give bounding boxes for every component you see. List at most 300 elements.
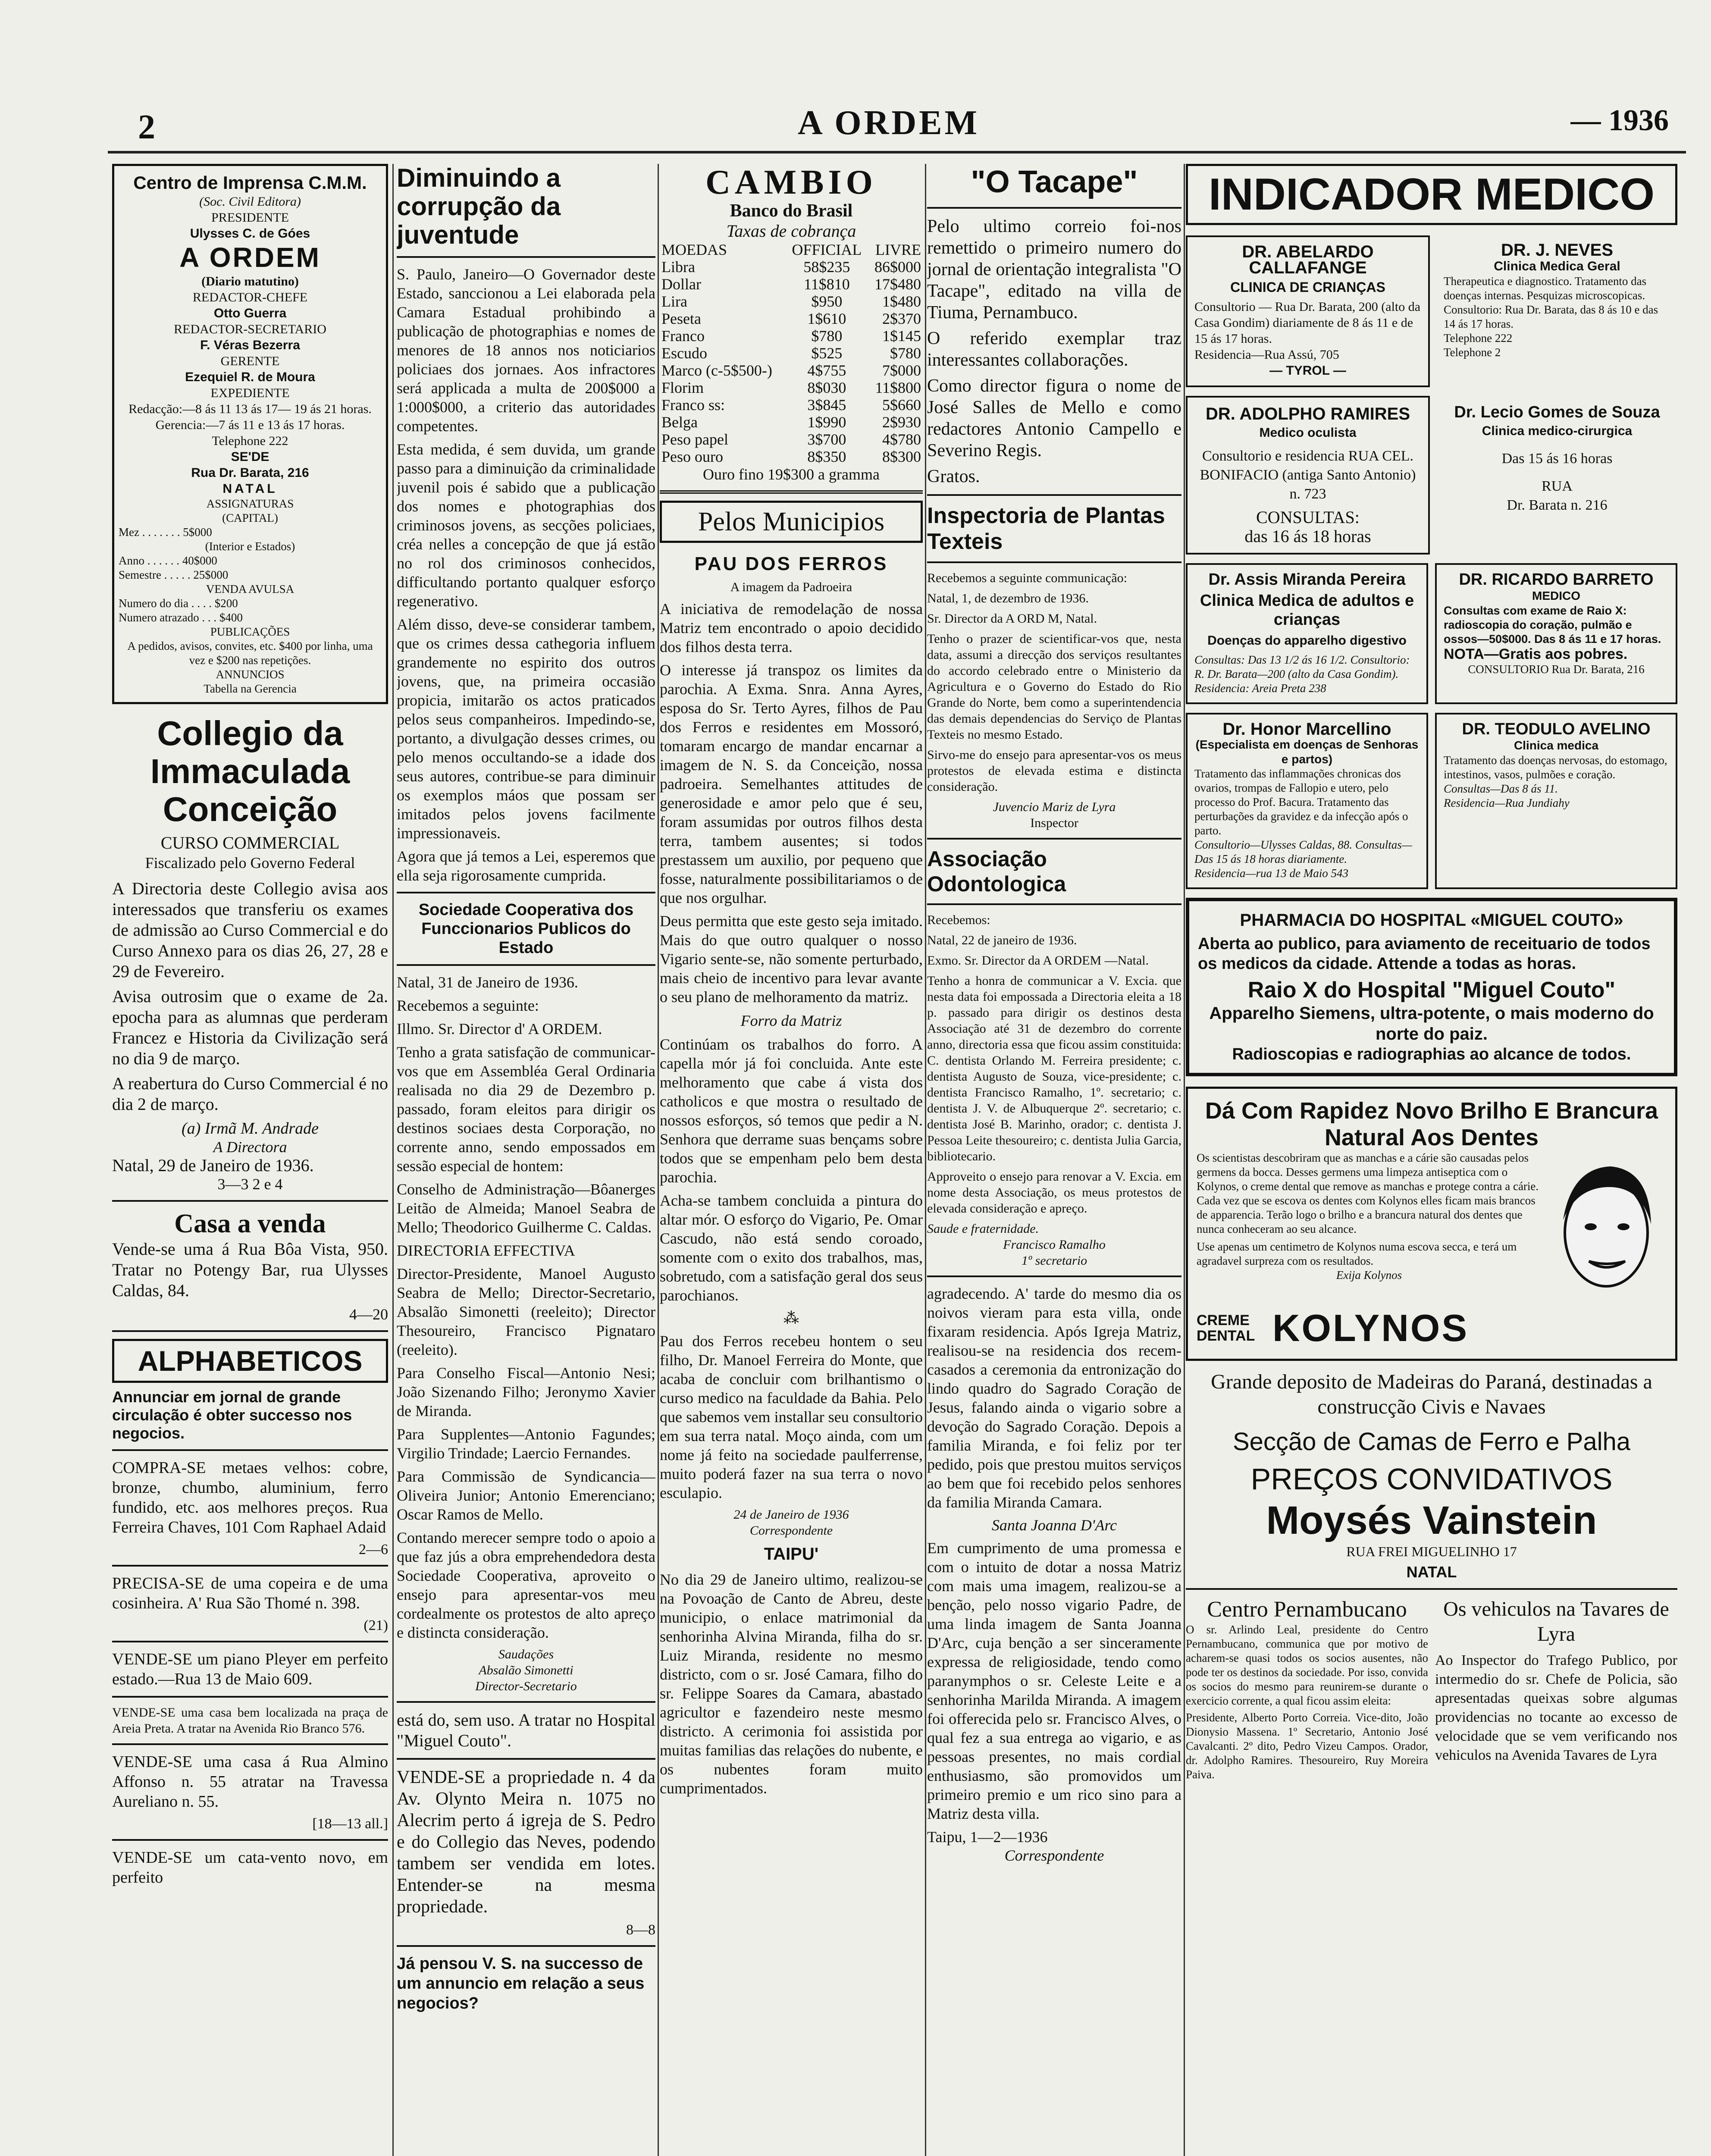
- rule: [927, 903, 1181, 905]
- masthead-gerente: Ezequiel R. de Moura: [185, 370, 315, 384]
- doctor-row: [1186, 563, 1677, 713]
- coop-dir: Director-Presidente, Manoel Augusto Seabra de Mello; Director-Secretario, Absalão Simonetti (reeleito); Director Thesoureiro, Francisco Pignataro (reeleito).: [397, 1265, 655, 1358]
- collegio-article: [112, 714, 388, 1193]
- doctor-name: Dr. Honor Marcellino: [1222, 720, 1391, 739]
- continued-text: está do, sem uso. A tratar no Hospital "Miguel Couto".: [397, 1710, 655, 1750]
- doctor-name: DR. ABELARDO CALLAFANGE: [1242, 242, 1374, 277]
- doctor-name: DR. ADOLPHO RAMIRES: [1205, 404, 1410, 423]
- casa-text: Vende-se uma á Rua Bôa Vista, 950. Tratar no Potengy Bar, rua Ulysses Caldas, 84.: [112, 1239, 388, 1300]
- kolynos-exija: Exija Kolynos: [1336, 1269, 1402, 1282]
- head-official: OFFICIAL: [792, 241, 862, 258]
- doctor-footer: das 16 ás 18 horas: [1244, 526, 1371, 546]
- masthead-publicacoes: A pedidos, avisos, convites, etc. $400 por linha, uma vez e $200 nas repetições.: [127, 639, 373, 667]
- tacape-article: [927, 164, 1181, 487]
- municipios-p3: Deus permitta que este gesto seja imitado. Mais do que outro qualquer o nosso Vigario sente-se, não somente perturbado, mais cheio de incentivo para levar avante o seu plano de melhoramento da matriz.: [660, 912, 923, 1006]
- doctor-text: Consultorio e residencia RUA CEL. BONIFACIO (antiga Santo Antonio) n. 723: [1200, 448, 1416, 502]
- coop-dir-label: DIRECTORIA EFFECTIVA: [397, 1242, 575, 1259]
- cell: Libra: [661, 258, 695, 276]
- cell: 8$300: [882, 448, 921, 465]
- coop-ilmo: Illmo. Sr. Director d' A ORDEM.: [397, 1020, 602, 1037]
- juventude-p3: Além disso, deve-se considerar tambem, que os crimes dessa cathegoria influem grandemente no espirito dos outros jovens, que, na primeira occasião propicia, imitarão os actos praticados pelos seus companheiros. Impedindo-se, portanto, a divulgação desses crimes, ou pelo menos occultando-se a idade dos seus autores, contribue-se para diminuir os exemplos máos que possam ser imitados pelos jovens facilmente impressionaveis.: [397, 616, 655, 842]
- municipios-sub: PAU DOS FERROS: [694, 553, 888, 574]
- tacape-p2: O referido exemplar traz interessantes collaborações.: [927, 329, 1181, 370]
- page-header: [26, 17, 1686, 147]
- odonto-p2: Approveito o ensejo para renovar a V. Excia. em nome desta Associação, os meus protestos de elevada consideração e apreço.: [927, 1169, 1181, 1216]
- kolynos-ad: [1186, 1087, 1677, 1361]
- coop-p1: Tenho a grata satisfação de communicar-vos que em Assembléa Geral Ordinaria realisada no dia 29 de Dezembro p. passado, foram eleitos para dirigir os destinos sociaes desta Corporação, no corrente anno, sendo empossados em sessão especial de hontem:: [397, 1044, 655, 1175]
- masthead-telephone: Telephone 222: [212, 434, 288, 448]
- collegio-sub1: CURSO COMMERCIAL: [160, 833, 340, 852]
- masthead-gerente-label: GERENTE: [220, 354, 280, 368]
- cambio-subtitle: Banco do Brasil: [730, 201, 853, 221]
- municipios-taipu: TAIPU': [764, 1545, 819, 1564]
- masthead-numero-dia: Numero do dia . . . . $200: [119, 597, 238, 610]
- cell: 11$800: [875, 379, 921, 396]
- doctor-text: Das 15 ás 16 horas: [1501, 451, 1613, 467]
- table-row: [660, 379, 923, 396]
- bottom-row: [1186, 1597, 1677, 1782]
- doctor-spec: Medico oculista: [1259, 426, 1357, 440]
- masthead-expediente-label: EXPEDIENTE: [210, 386, 290, 400]
- vehiculos-article: [1435, 1597, 1677, 1782]
- coop-fiscal: Para Conselho Fiscal—Antonio Nesi; João Sizenando Filho; Jeronymo Xavier de Miranda.: [397, 1364, 655, 1420]
- doctor-extra: CONSULTAS:: [1256, 508, 1360, 527]
- collegio-p2: Avisa outrosim que o exame de 2a. epocha para as alumnas que perderam Francez e Historia da Civilização será no dia 9 de março.: [112, 987, 388, 1068]
- inspectoria-ilmo: Sr. Director da A ORD M, Natal.: [927, 611, 1097, 626]
- masthead-mez: Mez . . . . . . . 5$000: [119, 526, 212, 539]
- inspectoria-date: Natal, 1, de dezembro de 1936.: [927, 591, 1089, 605]
- cell: $780: [811, 327, 843, 345]
- cell: 2$930: [882, 414, 921, 431]
- class-item: VENDE-SE uma casa á Rua Almino Affonso n. 55 atratar na Travessa Aureliano n. 55.: [112, 1753, 388, 1811]
- rule: [397, 964, 655, 966]
- column-3: [660, 164, 923, 1802]
- moyses-l2: Secção de Camas de Ferro e Palha: [1232, 1428, 1631, 1456]
- doctor-name: DR. TEODULO AVELINO: [1462, 720, 1651, 738]
- doctor-name: Dr. Lecio Gomes de Souza: [1454, 403, 1660, 421]
- masthead-cidade: NATAL: [222, 482, 278, 496]
- newspaper-header-title: A ORDEM: [798, 104, 980, 142]
- header-rule: [108, 151, 1686, 154]
- masthead-redaccao: Redacção:—8 ás 11 13 ás 17— 19 ás 21 horas.: [128, 402, 372, 416]
- moyses-addr: RUA FREI MIGUELINHO 17: [1346, 1544, 1517, 1559]
- municipios-correspondente: Correspondente: [749, 1523, 833, 1538]
- indicador-medico-title: INDICADOR MEDICO: [1186, 164, 1677, 225]
- masthead-sede: Rua Dr. Barata, 216: [191, 466, 309, 480]
- municipios-p4: Continúam os trabalhos do forro. A capella mór já foi concluida. Ante este melhoramento que cabe á vista dos catholicos e que mostra o resultado de nossos esforços, só temos que pedir a N. Senhora que derrame suas bençams sobre todos que se empenham pelo bem desta parochia.: [660, 1036, 923, 1186]
- coop-date: Natal, 31 de Janeiro de 1936.: [397, 974, 578, 991]
- doctor-spec: Clinica medica: [1514, 739, 1599, 752]
- tacape-title: "O Tacape": [971, 165, 1138, 199]
- cambio-rates-table: [660, 241, 923, 465]
- column-5: [1186, 164, 1677, 1782]
- cell: Peso ouro: [661, 448, 723, 465]
- doctor-text: Tratamento das doenças nervosas, do estomago, intestinos, vasos, pulmões e coração.: [1444, 754, 1667, 781]
- municipios-forro: Forro da Matriz: [740, 1012, 842, 1029]
- cell: 11$810: [804, 276, 850, 293]
- odonto-p1: Tenho a honra de communicar a V. Excia. que nesta data foi empossada a Directoria eleita a 18 p. passado para dirigir os destinos desta Associação até 31 de dezembro do corrente anno, directoria essa que ficou assim constituida: C. dentista Orlando M. Ferreira presidente; c. dentista Augusto de Souza, vice-presidente; c. dentista Francisco Ramalho, 1º. secretario; c. dentista J. V. de Albuquerque 2º. secretario; c. dentista José B. Marinho, orador; c. dentista J. Pessoa Leite thesoureiro; c. dentista Julia Garcia, bibliotecario.: [927, 974, 1181, 1163]
- alphabeticos-ad: [112, 1339, 388, 1442]
- inspectoria-sign: Juvencio Mariz de Lyra: [993, 800, 1116, 814]
- class-item: VENDE-SE um piano Pleyer em perfeito estado.—Rua 13 de Maio 609.: [112, 1650, 388, 1688]
- vehiculos-text: Ao Inspector do Trafego Publico, por intermedio do sr. Chefe de Policia, são apresentadas queixas sobre algumas providencias no tocante ao excesso de velocidade que se vem verificando nos vehiculos na Avenida Tavares de Lyra: [1435, 1652, 1677, 1763]
- table-row: [660, 258, 923, 276]
- coop-recebemos: Recebemos a seguinte:: [397, 997, 539, 1014]
- cell: $780: [890, 345, 921, 362]
- masthead-gerencia: Gerencia:—7 ás 11 e 13 ás 17 horas.: [155, 418, 345, 432]
- cell: 4$755: [807, 362, 846, 379]
- kolynos-brand: KOLYNOS: [1272, 1307, 1469, 1349]
- doctor-card: [1435, 563, 1677, 704]
- doctor-footer: Residencia—rua 13 de Maio 543: [1194, 867, 1348, 880]
- cell: 17$480: [874, 276, 921, 293]
- table-row: [660, 241, 923, 258]
- centro-article: [1186, 1597, 1428, 1782]
- doctor-text: Consultorio — Rua Dr. Barata, 200 (alto da Casa Gondim) diariamente de 8 ás 11 e de 15 ás 17 horas.: [1194, 300, 1421, 346]
- header-date: — 1936: [1570, 104, 1669, 137]
- collegio-ref: 3—3 2 e 4: [217, 1175, 283, 1193]
- collegio-sign-role: A Directora: [213, 1138, 287, 1156]
- table-row: [660, 362, 923, 379]
- juventude-p4: Agora que já temos a Lei, esperemos que ella seja rigorosamente cumprida.: [397, 848, 655, 884]
- doctor-extra: Residencia—Rua Assú, 705: [1194, 348, 1339, 362]
- doctor-footer: Dr. Barata n. 216: [1507, 497, 1608, 513]
- casa-ref: 4—20: [349, 1306, 388, 1323]
- rule: [397, 1758, 655, 1760]
- doctor-spec: MEDICO: [1532, 589, 1580, 602]
- doctor-name: Dr. Assis Miranda Pereira: [1208, 570, 1406, 589]
- municipios-title: Pelos Municipios: [660, 501, 923, 543]
- inspectoria-p1: Tenho o prazer de scientificar-vos que, nesta data, assumi a direcção dos serviços resultantes do accordo celebrado entre o Ministerio da Agricultura e o Governo do Estado do Rio Grande do Norte, bem como a superintendencia das demais dependencias do Serviço de Plantas Texteis no mesmo Estado.: [927, 632, 1181, 742]
- masthead-presidente: Ulysses C. de Góes: [190, 226, 310, 241]
- masthead-assin-label: ASSIGNATURAS: [206, 497, 294, 510]
- doctor-name: DR. J. NEVES: [1501, 241, 1614, 260]
- collegio-date: Natal, 29 de Janeiro de 1936.: [112, 1156, 314, 1175]
- odonto-correspondente: Correspondente: [1004, 1847, 1104, 1864]
- rule: [112, 1839, 388, 1841]
- municipios-article: [660, 501, 923, 1798]
- rule: [112, 1641, 388, 1642]
- centro-text2: Presidente, Alberto Porto Correia. Vice-dito, João Dionysio Massena. 1º Secretario, Antonio José Cavalcanti. 2º dito, Pedro Vizeu Campos. Orador, dr. Adolpho Ramires. Thesoureiro, Ruy Moreira Paiva.: [1186, 1711, 1428, 1781]
- table-row: [660, 448, 923, 465]
- column-divider: [658, 164, 659, 2156]
- rule: [397, 1945, 655, 1947]
- doctor-text: Consultas com exame de Raio X: radioscopia do coração, pulmão e ossos—50$000. Das 8 ás 11 e 17 horas.: [1444, 604, 1661, 646]
- cell: 3$700: [807, 431, 846, 448]
- kolynos-title: Dá Com Rapidez Novo Brilho E Brancura Natural Aos Dentes: [1205, 1098, 1658, 1150]
- casa-title: Casa a venda: [174, 1209, 326, 1238]
- doctor-row: [1186, 396, 1677, 563]
- rule: [397, 1701, 655, 1703]
- doctor-extra: Consultas—Das 8 ás 11.: [1444, 782, 1558, 795]
- column-divider: [392, 164, 394, 2156]
- class-item: COMPRA-SE metaes velhos: cobre, bronze, chumbo, aluminium, ferro fundido, etc. aos melhores preços. Rua Ferreira Chaves, 101 Com Raphael Adaid: [112, 1459, 388, 1536]
- odonto-p3: agradecendo. A' tarde do mesmo dia os noivos vieram para esta villa, onde fixaram residencia. Após Igreja Matriz, realisou-se na residencia dos recem-casados a ceremonia da entronização do lindo quadro do Sagrado Coração de Jesus, falando ainda o vigario sobre a devoção do Sagrado Coração. Depois a familia Miranda, e foi feliz por ter pedido, pois que prestou muitos serviços ao bem que foi recebido pelos senhores da familia Miranda Camara.: [927, 1285, 1181, 1511]
- cell: 4$780: [882, 431, 921, 448]
- cell: Lira: [661, 293, 687, 310]
- municipios-p1: A iniciativa de remodelação de nossa Matriz tem encontrado o apoio decidido dos filhos desta terra.: [660, 600, 923, 655]
- masthead-annuncios: Tabella na Gerencia: [204, 682, 297, 695]
- doctor-row: [1186, 713, 1677, 898]
- rule: [112, 1449, 388, 1451]
- cell: 1$480: [882, 293, 921, 310]
- pharmacia-ad: [1186, 898, 1677, 1076]
- class-item: PRECISA-SE de uma copeira e de uma cosinheira. A' Rua São Thomé n. 398.: [112, 1574, 388, 1612]
- tacape-gratos: Gratos.: [927, 467, 980, 486]
- doctor-footer: — TYROL —: [1269, 364, 1346, 378]
- collegio-title: Collegio da Immaculada Conceição: [150, 714, 350, 828]
- doctor-card: [1435, 713, 1677, 889]
- municipios-p6-date: 24 de Janeiro de 1936: [733, 1507, 849, 1522]
- doctor-extra: Consultas: Das 13 1/2 ás 16 1/2. Consultorio: R. Dr. Barata—200 (alto da Casa Gondim).: [1194, 653, 1410, 680]
- tacape-p1: Pelo ultimo correio foi-nos remettido o primeiro numero do jornal de orientação integralista "O Tacape", editado na villa de Tiuma, Pernambuco.: [927, 216, 1181, 323]
- cambio-title: CAMBIO: [705, 164, 877, 201]
- odonto-saude: Saude e fraternidade.: [927, 1222, 1039, 1236]
- masthead-sede-label: SE'DE: [231, 450, 269, 464]
- coop-supplentes: Para Supplentes—Antonio Fagundes; Virgilio Trindade; Laercio Fernandes.: [397, 1426, 655, 1462]
- column-4: [927, 164, 1181, 1865]
- juventude-p1: S. Paulo, Janeiro—O Governador deste Estado, sanccionou a Lei elaborada pela Camara Estadual prohibindo a publicação de photographias e nomes de menores de 18 annos nos noticiarios policiaes dos jornaes. Aos infractores será applicada a multa de 200$000 a 1:000$000, a criterio das autoridades competentes.: [397, 266, 655, 435]
- pharmacia-l2: Raio X do Hospital "Miguel Couto": [1247, 978, 1616, 1003]
- rule: [660, 490, 923, 494]
- masthead-anno: Anno . . . . . . 40$000: [119, 554, 217, 567]
- inspectoria-article: [927, 503, 1181, 831]
- masthead-capital: (CAPITAL): [222, 511, 278, 524]
- municipios-sub2: A imagem da Padroeira: [730, 580, 852, 594]
- pharmacia-l1: Aberta ao publico, para aviamento de receituario de todos os medicos da cidade. Attende a todas as horas.: [1198, 935, 1651, 973]
- inspectoria-recebemos: Recebemos a seguinte communicação:: [927, 571, 1127, 585]
- cell: 3$845: [807, 396, 846, 414]
- cell: $525: [811, 345, 843, 362]
- cell: Peso papel: [661, 431, 728, 448]
- table-row: [660, 396, 923, 414]
- rule: [397, 892, 655, 893]
- column-2: [397, 164, 655, 2013]
- masthead-secretario-label: REDACTOR-SECRETARIO: [174, 322, 326, 336]
- masthead-box: [112, 164, 388, 704]
- coop-conselho: Conselho de Administração—Bôanerges Leitão de Almeida; Manoel Seabra de Mello; Theodorico Guilherme C. Caldas.: [397, 1181, 655, 1236]
- table-row: [660, 414, 923, 431]
- doctor-card: [1186, 563, 1428, 704]
- cell: Belga: [661, 414, 698, 431]
- moyses-l3: PREÇOS CONVIDATIVOS: [1250, 1462, 1613, 1496]
- kolynos-text: Os scientistas descobriram que as manchas e a cárie são causadas pelos germens da bocca. Desses germens uma limpeza antiseptica com o Kolynos, o creme dental que remove as manchas e protege contra a cárie. Cada vez que se escova os dentes com Kolynos elles ficam mais brancos de apparencia. Terão logo o brilho e a brancura natural dos dentes que nunca conheceram ao seu alcance.: [1197, 1151, 1539, 1235]
- cell: Peseta: [661, 310, 701, 327]
- rule: [927, 1275, 1181, 1277]
- ornament: ⁂: [783, 1310, 799, 1327]
- inspectoria-sign-role: Inspector: [1030, 816, 1078, 830]
- masthead-redator-label: REDACTOR-CHEFE: [192, 290, 308, 304]
- rule: [1186, 1588, 1677, 1590]
- doctor-spec: (Especialista em doenças de Senhoras e partos): [1195, 738, 1419, 766]
- rule: [927, 207, 1181, 209]
- cell: 1$145: [882, 327, 921, 345]
- centro-title: Centro Pernambucano: [1207, 1597, 1407, 1622]
- masthead-presidente-label: PRESIDENTE: [211, 210, 289, 225]
- coop-saudacoes: Saudações: [498, 1647, 554, 1661]
- doctor-row: [1186, 235, 1677, 396]
- masthead-publicacoes-label: PUBLICAÇÕES: [210, 625, 290, 638]
- odonto-sign: Francisco Ramalho: [1003, 1238, 1106, 1252]
- cell: 58$235: [803, 258, 850, 276]
- class-item: VENDE-SE uma casa bem localizada na praça de Areia Preta. A tratar na Avenida Rio Branco 576.: [112, 1705, 388, 1736]
- kolynos-text2: Use apenas um centimetro de Kolynos numa escova secca, e terá um agradavel surpreza com os resultados.: [1197, 1240, 1517, 1267]
- masthead-interior: (Interior e Estados): [205, 540, 295, 553]
- alphabeticos-text: Annunciar em jornal de grande circulação é obter successo nos negocios.: [112, 1388, 352, 1442]
- doctor-extra: NOTA—Gratis aos pobres.: [1444, 646, 1628, 662]
- doctor-extra: RUA: [1542, 478, 1573, 494]
- tacape-p3: Como director figura o nome de José Salles de Mello e como redactores Antonio Campello e Severino Regis.: [927, 376, 1181, 461]
- kolynos-brand-small: CREME DENTAL: [1197, 1312, 1255, 1344]
- odonto-sign-role: 1º secretario: [1021, 1253, 1087, 1268]
- vehiculos-title: Os vehiculos na Tavares de Lyra: [1443, 1598, 1669, 1645]
- doctor-spec: Clinica Medica de adultos e crianças: [1200, 592, 1414, 629]
- rule: [112, 1200, 388, 1202]
- pharmacia-l4: Radioscopias e radiographias ao alcance de todos.: [1232, 1045, 1631, 1063]
- doctor-spec: Clinica Medica Geral: [1494, 259, 1620, 273]
- inspectoria-title: Inspectoria de Plantas Texteis: [927, 503, 1165, 554]
- doctor-text: Tratamento das inflammações chronicas dos ovarios, trompas de Fallopio e utero, pelo processo do Prof. Bacura. Tratamento das perturbações da gravidez e da infecção após o parto.: [1194, 767, 1408, 837]
- doctor-footer: Residencia: Areia Preta 238: [1194, 682, 1326, 695]
- masthead-redator: Otto Guerra: [213, 306, 287, 320]
- table-row: [660, 276, 923, 293]
- coop-title: Sociedade Cooperativa dos Funccionarios Publicos do Estado: [418, 901, 634, 957]
- rule: [112, 1696, 388, 1698]
- coop-sign-role: Director-Secretario: [475, 1679, 577, 1693]
- doctor-card: [1186, 713, 1428, 889]
- class-ref: (21): [364, 1617, 388, 1633]
- doctor-card: [1186, 235, 1430, 387]
- class-ref: 2—6: [359, 1542, 388, 1557]
- table-row: [660, 431, 923, 448]
- masthead-avulsa-label: VENDA AVULSA: [206, 583, 295, 595]
- cell: $950: [811, 293, 843, 310]
- table-row: [660, 293, 923, 310]
- ja-pensou-ad: Já pensou V. S. na successo de um annuncio em relação a seus negocios?: [397, 1955, 645, 2012]
- cell: 1$990: [807, 414, 846, 431]
- odonto-title: Associação Odontologica: [927, 847, 1066, 896]
- odonto-ilmo: Exmo. Sr. Director da A ORDEM —Natal.: [927, 953, 1149, 968]
- rule: [112, 1565, 388, 1567]
- kolynos-brand-row: [1197, 1306, 1667, 1350]
- table-row: [660, 345, 923, 362]
- odonto-santa: Santa Joanna D'Arc: [991, 1517, 1117, 1534]
- cambio-ouro: Ouro fino 19$300 a gramma: [703, 466, 880, 483]
- cell: Escudo: [661, 345, 707, 362]
- odonto-date: Natal, 22 de janeiro de 1936.: [927, 933, 1077, 947]
- rule: [927, 838, 1181, 840]
- doctor-text: Doenças do apparelho digestivo: [1207, 633, 1407, 648]
- collegio-p1: A Directoria deste Collegio avisa aos interessados que transferiu os exames de admissão ao Curso Commercial e do Curso Annexo para os dias 26, 27, 28 e 29 de Fevereiro.: [112, 879, 388, 981]
- odonto-recebemos: Recebemos:: [927, 913, 990, 927]
- headline-juventude: Diminuindo a corrupção da juventude: [397, 164, 561, 249]
- table-row: [660, 327, 923, 345]
- masthead-secretario: F. Véras Bezerra: [200, 338, 300, 352]
- classificados: [112, 1458, 388, 1887]
- collegio-p3: A reabertura do Curso Commercial é no dia 2 de março.: [112, 1074, 388, 1114]
- masthead-semestre: Semestre . . . . . 25$000: [119, 568, 229, 581]
- doctor-footer: CONSULTORIO Rua Dr. Barata, 216: [1468, 663, 1645, 676]
- table-row: [660, 310, 923, 327]
- cell: 86$000: [874, 258, 921, 276]
- doctor-extra: Telephone 222: [1444, 332, 1513, 345]
- moyses-name: Moysés Vainstein: [1266, 1498, 1597, 1542]
- municipios-p7: No dia 29 de Janeiro ultimo, realizou-se na Povoação de Canto de Abreu, deste municipio, o enlace matrimonial da senhorinha Alvina Miranda, filha do sr. Luiz Miranda, residente no mesmo districto, com o sr. José Camara, filho do sr. Felippe Soares da Camara, abastado agricultor e fazendeiro neste mesmo districto. A cerimonia foi assistida por muitas familias das relações do nubente, e os nubentes foram muito cumprimentados.: [660, 1571, 923, 1797]
- juventude-p2: Esta medida, é sem duvida, um grande passo para a diminuição da criminalidade juvenil pois é sabido que a publicação dos nomes e photographias dos criminosos jovens, as secções policiaes, créa nelles a concepção de que já estão no rol dos criminosos conhecidos, difficultando portanto qualquer esforço regenerativo.: [397, 441, 655, 610]
- cell: Marco (c-5$500-): [661, 362, 772, 379]
- masthead-paper-name: A ORDEM: [179, 242, 321, 273]
- column-1: [112, 164, 388, 1892]
- doctor-text: Therapeutica e diagnostico. Tratamento das doenças internas. Pesquizas microscopicas. Consultorio: Rua Dr. Barata, das 8 ás 10 e das 14 ás 17 horas.: [1444, 275, 1658, 330]
- cell: 1$610: [807, 310, 846, 327]
- page-number: 2: [138, 108, 155, 146]
- cell: 5$660: [882, 396, 921, 414]
- moyses-ad: [1186, 1369, 1677, 1581]
- newspaper-page: [26, 17, 1686, 2156]
- municipios-p2: O interesse já transpoz os limites da parochia. A Exma. Snra. Anna Ayres, esposa do Sr. Terto Ayres, filhos de Pau dos Ferros e residentes em Mossoró, tomaram encargo de mandar encarnar a imagem de N. S. da Conceição, nossa padroeira. Semelhantes attitudes de generosidade e amor pelo que é seu, foram assumidas por outros filhos desta terra, tambem ausentes; si todos prestassem um auxilio, por pequeno que fosse, naturalmente possibilitariamos o de que nos orgulhar.: [660, 661, 923, 906]
- vende-propriedade: VENDE-SE a propriedade n. 4 da Av. Olynto Meira n. 1075 no Alecrim perto á igreja de S. Pedro e do Collegio das Neves, podendo tambem ser vendida em lotes. Entender-se na mesma propriedade.: [397, 1767, 655, 1917]
- doctor-card: [1437, 396, 1677, 563]
- cell: 2$370: [882, 310, 921, 327]
- municipios-p6: Pau dos Ferros recebeu hontem o seu filho, Dr. Manoel Ferreira do Monte, que acaba de concluir com brilhantismo o curso medico na faculdade da Bahia. Pelo que sabemos vem installar seu consultorio em sua terra natal. Moço ainda, com um nome já feito na sociedade paulferrense, muito poderá fazer na sua terra o novo esculapio.: [660, 1332, 923, 1501]
- moyses-l1: Grande deposito de Madeiras do Paraná, destinadas a construcção Civis e Navaes: [1211, 1370, 1652, 1418]
- odonto-p4: Em cumprimento de uma promessa e com o intuito de dotar a nossa Matriz com mais uma imagem, realizou-se a benção, pelo nosso vigario Padre, de uma linda imagem de Santa Joanna D'Arc, cuja benção a ser sinceramente expressa de religiosidade, tendo como paranymphos o sr. Celeste Leite e a senhorinha Marilda Miranda. A imagem foi offerecida pelo sr. Francisco Alves, o qual fez a sua entrega ao vigario, e as pessoas presentes, no mais cordial enthusiasmo, são promovidos um primeiro premio e um rico sino para a Matriz desta villa.: [927, 1539, 1181, 1822]
- rule: [927, 561, 1181, 563]
- doctor-footer: Residencia—Rua Jundiahy: [1444, 796, 1570, 809]
- cell: 8$030: [807, 379, 846, 396]
- doctor-name: DR. RICARDO BARRETO: [1459, 570, 1654, 589]
- rule: [397, 256, 655, 258]
- rule: [112, 1743, 388, 1745]
- rule: [927, 494, 1181, 496]
- odonto-date2: Taipu, 1—2—1936: [927, 1828, 1048, 1846]
- cambio-table: [660, 164, 923, 483]
- inspectoria-p2: Sirvo-me do ensejo para apresentar-vos os meus protestos de elevada estima e distincta consideração.: [927, 748, 1181, 794]
- head-moedas: MOEDAS: [661, 241, 727, 258]
- masthead-org: Centro de Imprensa C.M.M.: [133, 172, 367, 193]
- masthead-org-sub: (Soc. Civil Editora): [199, 194, 301, 209]
- coop-syndicancia: Para Commissão de Syndicancia—Oliveira Junior; Antonio Emerenciano; Oscar Ramos de Mello.: [397, 1468, 655, 1523]
- casa-venda-ad: [112, 1209, 388, 1323]
- municipios-p5: Acha-se tambem concluida a pintura do altar mór. O esforço do Vigario, Pe. Omar Cascudo, não está sendo coroado, somente com o exito dos trabalhos, mas, sobretudo, com a satisfação geral dos seus parochianos.: [660, 1192, 923, 1304]
- column-divider: [925, 164, 926, 2156]
- rule: [112, 1330, 388, 1332]
- class-item: VENDE-SE um cata-vento novo, em perfeito: [112, 1849, 388, 1887]
- doctor-spec: Clinica medico-cirurgica: [1482, 424, 1633, 438]
- coop-p2: Contando merecer sempre todo o apoio a que faz jús a obra emprehendedora desta Sociedade Cooperativa, aproveito o ensejo para apresentar-vos meu cordealmente os protestos de alto apreço e distincta consideração.: [397, 1529, 655, 1641]
- coop-sign: Absalão Simonetti: [479, 1663, 573, 1677]
- head-livre: LIVRE: [875, 241, 921, 258]
- cell: Franco ss:: [661, 396, 725, 414]
- masthead-numero-atrasado: Numero atrazado . . . $400: [119, 611, 243, 624]
- moyses-city: NATAL: [1406, 1563, 1457, 1581]
- class-ref: [18—13 all.]: [312, 1816, 388, 1832]
- pharmacia-title: PHARMACIA DO HOSPITAL «MIGUEL COUTO»: [1240, 911, 1623, 930]
- masthead-annuncios-label: ANNUNCIOS: [216, 668, 285, 681]
- doctor-footer: Telephone 2: [1444, 346, 1501, 359]
- pharmacia-l3: Apparelho Siemens, ultra-potente, o mais moderno do norte do paiz.: [1209, 1004, 1654, 1044]
- cell: Florim: [661, 379, 704, 396]
- doctor-card: [1437, 235, 1677, 396]
- vende-ref: 8—8: [626, 1922, 655, 1938]
- odonto-article: [927, 846, 1181, 1865]
- doctor-spec: CLINICA DE CRIANÇAS: [1230, 279, 1385, 295]
- alphabeticos-title: ALPHABETICOS: [112, 1339, 388, 1383]
- cell: 8$350: [807, 448, 846, 465]
- column-divider: [1184, 164, 1185, 2156]
- centro-text: O sr. Arlindo Leal, presidente do Centro Pernambucano, communica que por motivo de acharem-se quasi todos os socios ausentes, não pode ter os destinos da sociedade. Por isso, convida os socios do mesmo para reunirem-se durante o exercicio corrente, a qual ficou assim eleita:: [1186, 1623, 1428, 1707]
- collegio-sub2: Fiscalizado pelo Governo Federal: [145, 854, 355, 871]
